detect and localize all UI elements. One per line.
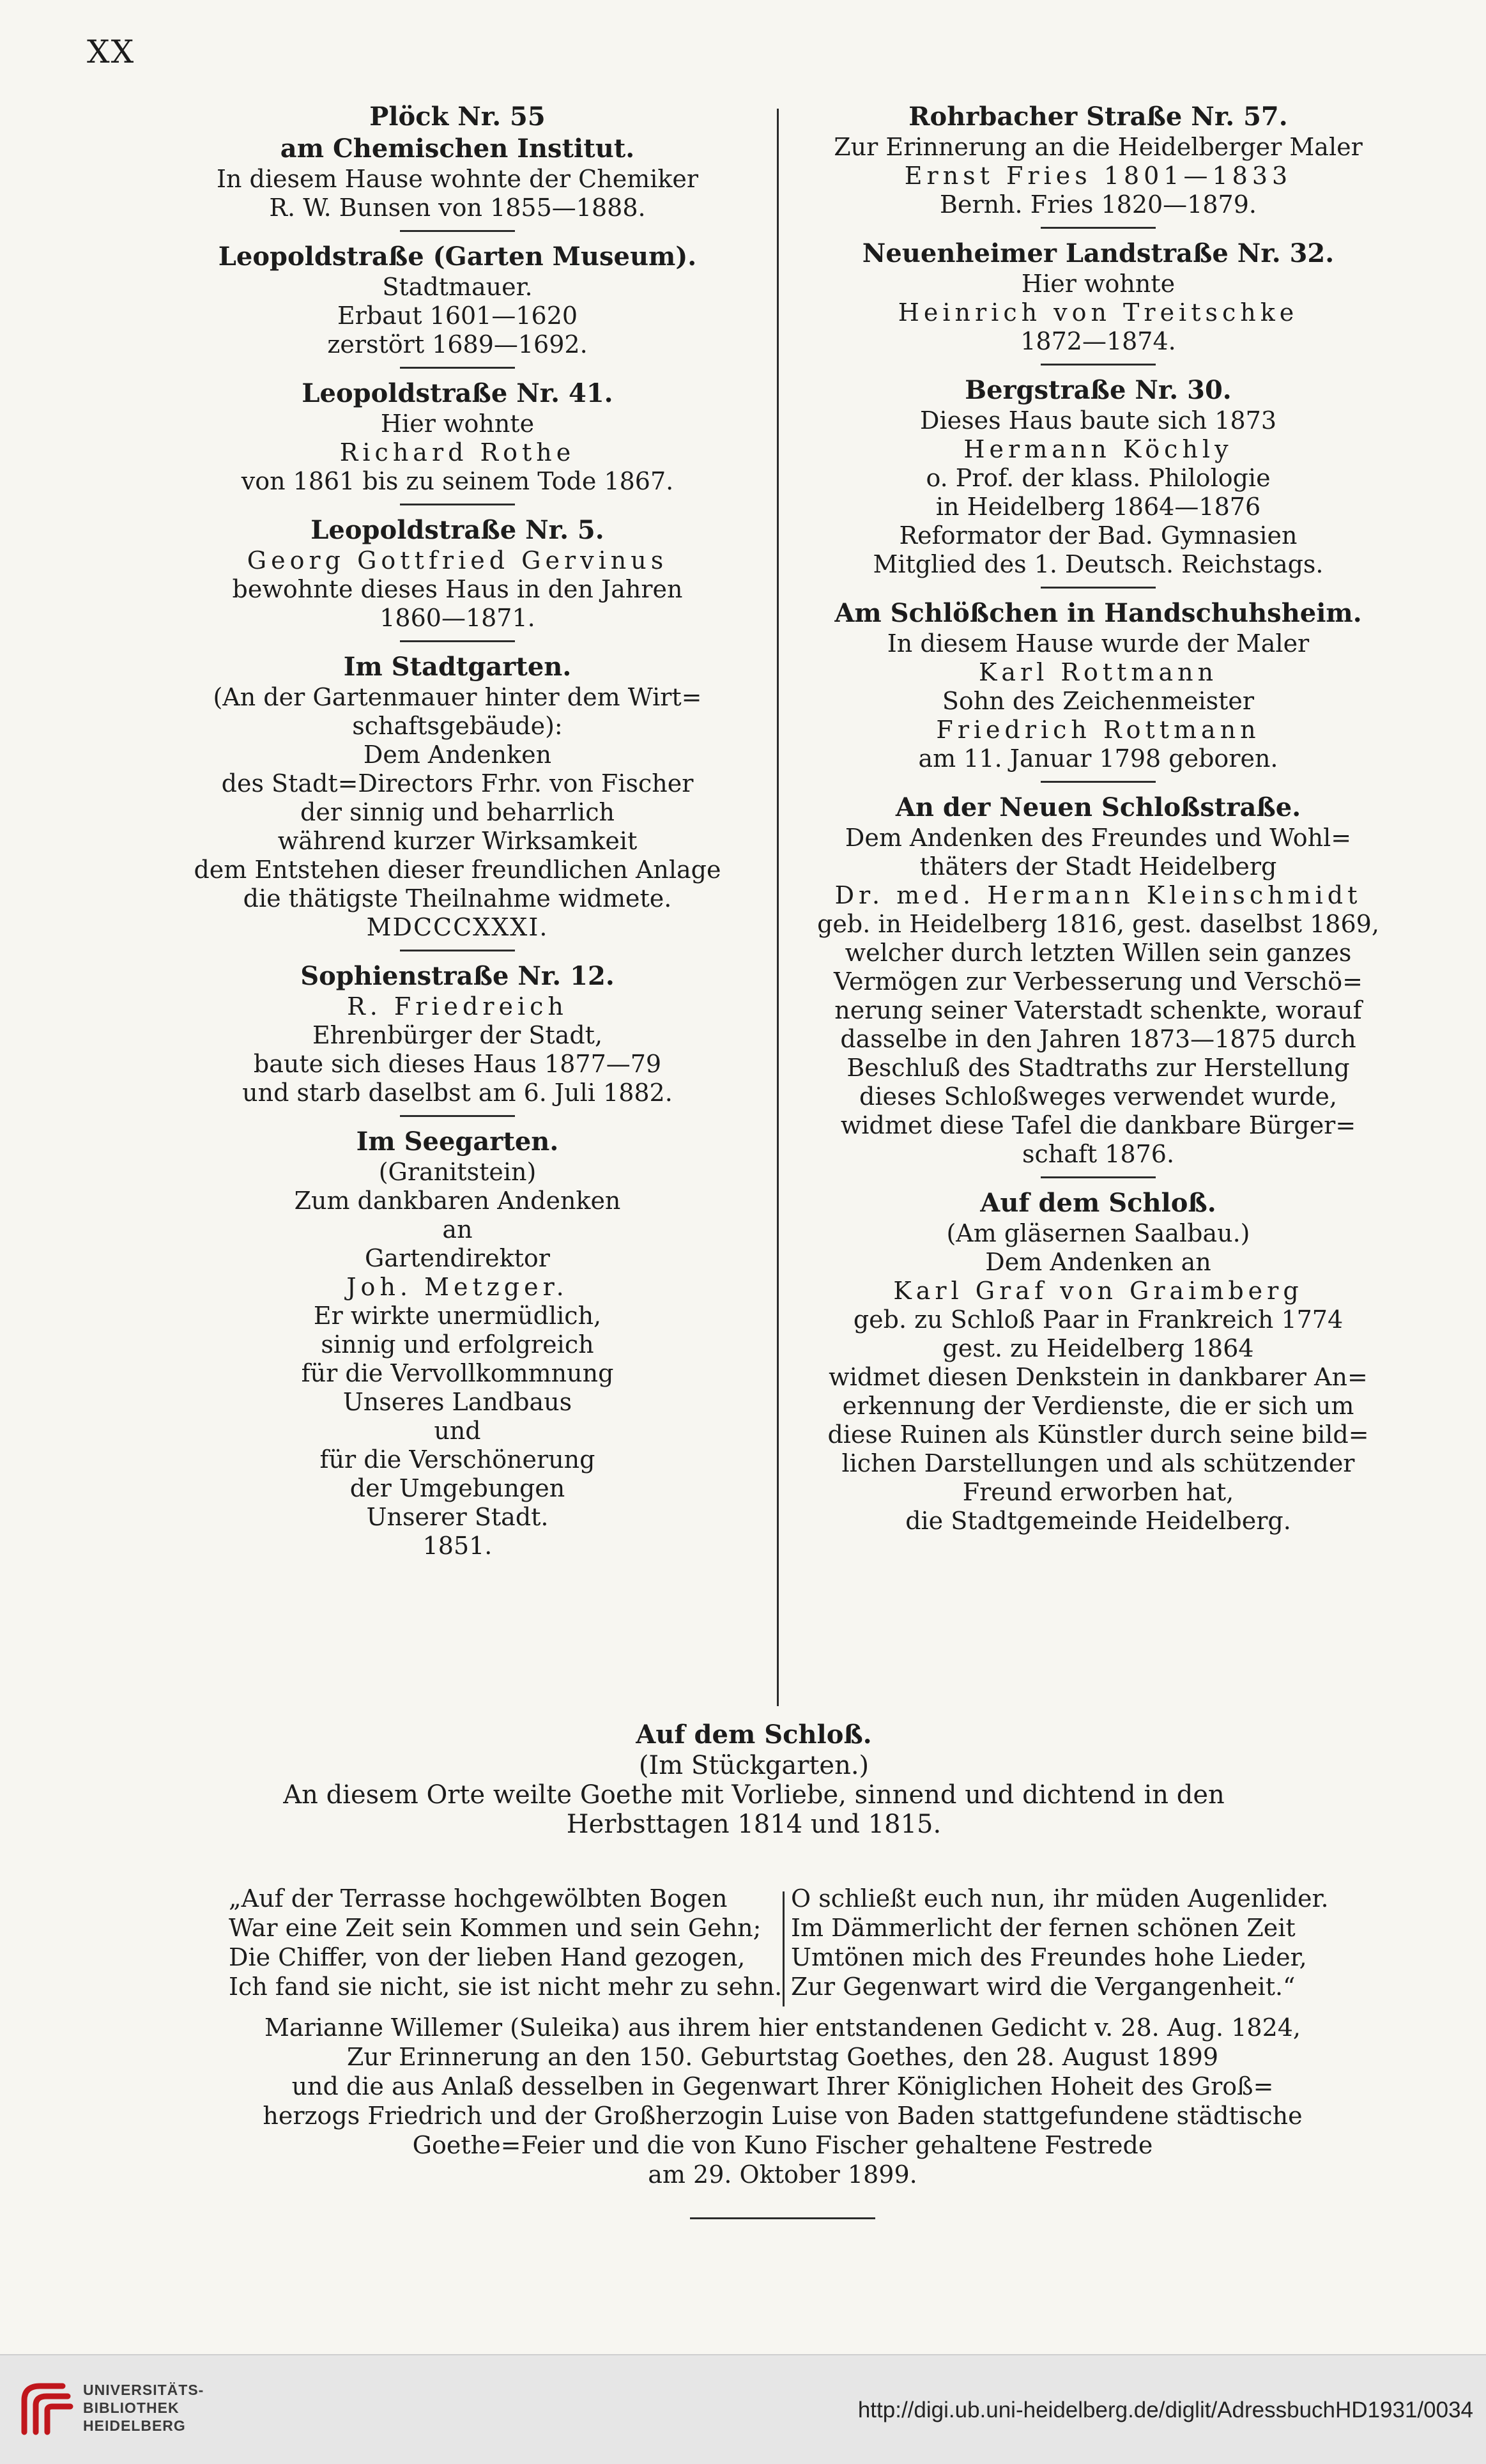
plaque-entry [151, 651, 764, 942]
entry-line: lichen Darstellungen und als schützender [841, 1449, 1355, 1477]
entry-line: bewohnte dieses Haus in den Jahren [232, 575, 683, 603]
entry-line: Dem Andenken [363, 741, 552, 769]
entry-line: Heinrich von Treitschke [898, 298, 1299, 327]
entry-line: dem Entstehen dieser freundlichen Anlage [194, 856, 721, 884]
plaque-entry [795, 238, 1402, 356]
entry-line: Karl Rottmann [978, 658, 1218, 686]
entry-line: (An der Gartenmauer hinter dem Wirt= [213, 683, 702, 711]
entry-line: Er wirkte unermüdlich, [313, 1302, 602, 1330]
entry-line: In diesem Hause wurde der Maler [887, 629, 1310, 658]
poem-right-stanza [791, 1884, 1334, 2001]
entry-line: schaftsgebäude): [352, 712, 563, 740]
entry-line: Sohn des Zeichenmeister [942, 687, 1255, 715]
separator-rule [1041, 587, 1156, 589]
poem-line: Umtönen mich des Freundes hohe Lieder, [791, 1943, 1307, 1971]
poem-divider [783, 1891, 785, 2006]
separator-rule [400, 640, 515, 642]
entry-line: der Umgebungen [349, 1474, 565, 1502]
separator-rule [400, 230, 515, 232]
entry-line: während kurzer Wirksamkeit [277, 827, 638, 855]
entry-line: Dem Andenken an [985, 1248, 1211, 1276]
poem-line: „Auf der Terrasse hochgewölbten Bogen [229, 1884, 728, 1913]
entry-line: Unseres Landbaus [342, 1388, 572, 1416]
entry-line: thäters der Stadt Heidelberg [919, 852, 1277, 881]
plaque-entry [795, 792, 1402, 1169]
entry-line: 1860—1871. [379, 604, 535, 632]
plaque-entry [151, 960, 764, 1107]
column-divider [777, 109, 779, 1706]
entry-line: Joh. Metzger. [346, 1273, 569, 1301]
library-name-line: UNIVERSITÄTS- [83, 2382, 204, 2398]
entry-line: Friedrich Rottmann [936, 716, 1260, 744]
end-rule [690, 2217, 875, 2219]
entry-line: der sinnig und beharrlich [300, 798, 615, 826]
entry-heading: Sophienstraße Nr. 12. [300, 961, 615, 991]
entry-line: am 11. Januar 1798 geboren. [918, 744, 1278, 773]
plaque-entry [151, 101, 764, 222]
entry-line: baute sich dieses Haus 1877—79 [253, 1050, 662, 1078]
separator-rule [1041, 227, 1156, 229]
poem-line: Im Dämmerlicht der fernen schönen Zeit [791, 1914, 1296, 1942]
credit-line: Zur Erinnerung an den 150. Geburtstag Goethes, den 28. August 1899 [346, 2043, 1219, 2071]
entry-line: (Granitstein) [378, 1158, 537, 1186]
entry-line: diese Ruinen als Künstler durch seine bild= [827, 1421, 1369, 1449]
entry-line: Zur Erinnerung an die Heidelberger Maler [834, 133, 1363, 161]
poem-line: Zur Gegenwart wird die Vergangenheit.“ [791, 1973, 1296, 2001]
credit-line: am 29. Oktober 1899. [648, 2160, 917, 2189]
entry-line: geb. in Heidelberg 1816, gest. daselbst 1869, [817, 910, 1379, 938]
entry-line: schaft 1876. [1022, 1140, 1175, 1168]
entry-line: In diesem Hause wohnte der Chemiker [216, 165, 699, 193]
entry-line: für die Verschönerung [319, 1445, 595, 1474]
entry-line: Georg Gottfried Gervinus [247, 546, 668, 574]
bottom-heading: Auf dem Schloß. [636, 1720, 872, 1750]
entry-heading: Leopoldstraße Nr. 5. [310, 515, 604, 545]
separator-rule [400, 950, 515, 951]
entry-line: Gartendirektor [365, 1244, 550, 1272]
entry-line: Bernh. Fries 1820—1879. [940, 190, 1257, 219]
plaque-entry [795, 1187, 1402, 1536]
library-name [83, 2381, 204, 2435]
entry-line: widmet diese Tafel die dankbare Bürger= [840, 1111, 1356, 1139]
entry-line: Ehrenbürger der Stadt, [312, 1021, 603, 1049]
plaque-entry [151, 378, 764, 496]
entry-line: die Stadtgemeinde Heidelberg. [905, 1507, 1291, 1535]
entry-line: Dr. med. Hermann Kleinschmidt [834, 881, 1362, 909]
entry-line: o. Prof. der klass. Philologie [926, 464, 1271, 492]
plaque-entry [151, 1126, 764, 1560]
entry-line: von 1861 bis zu seinem Tode 1867. [241, 467, 674, 495]
entry-line: Erbaut 1601—1620 [337, 302, 578, 330]
credit-block [230, 2013, 1335, 2189]
entry-line: R. Friedreich [347, 992, 568, 1020]
plaque-entry [795, 101, 1402, 219]
entry-line: für die Vervollkommnung [301, 1359, 614, 1387]
entry-line: an [442, 1215, 473, 1244]
separator-rule [400, 1115, 515, 1117]
entry-line: Reformator der Bad. Gymnasien [899, 521, 1298, 550]
bottom-subheading: (Im Stückgarten.) [638, 1751, 869, 1780]
plaque-entry [151, 514, 764, 633]
library-logo-icon [11, 2375, 82, 2445]
poem-line: Die Chiffer, von der lieben Hand gezogen, [229, 1943, 746, 1971]
source-url-link[interactable]: http://digi.ub.uni-heidelberg.de/diglit/AdressbuchHD1931/0034 [857, 2398, 1473, 2422]
poem-line: O schließt euch nun, ihr müden Augenlider. [791, 1884, 1329, 1913]
entry-line: Dem Andenken des Freundes und Wohl= [845, 824, 1352, 852]
library-name-line: BIBLIOTHEK [83, 2399, 180, 2416]
entry-line: dieses Schloßweges verwendet wurde, [859, 1082, 1337, 1111]
entry-line: Stadtmauer. [382, 273, 533, 301]
separator-rule [400, 504, 515, 505]
entry-line: Mitglied des 1. Deutsch. Reichstags. [873, 550, 1324, 578]
entry-line: dasselbe in den Jahren 1873—1875 durch [840, 1025, 1356, 1053]
poem-left-stanza [229, 1884, 785, 2001]
separator-rule [400, 367, 515, 369]
entry-line: 1851. [422, 1532, 493, 1560]
entry-heading: Neuenheimer Landstraße Nr. 32. [862, 238, 1335, 268]
entry-line: welcher durch letzten Willen sein ganzes [845, 939, 1352, 967]
entry-heading: Leopoldstraße (Garten Museum). [218, 242, 697, 272]
entry-line: Beschluß des Stadtraths zur Herstellung [846, 1054, 1350, 1082]
entry-line: Dieses Haus baute sich 1873 [919, 406, 1276, 435]
separator-rule [1041, 364, 1156, 366]
entry-heading: Im Stadtgarten. [343, 652, 572, 682]
page-number: XX [87, 33, 135, 70]
credit-line: Marianne Willemer (Suleika) aus ihrem hier entstandenen Gedicht v. 28. Aug. 1824, [264, 2014, 1301, 2042]
entry-line: und [434, 1417, 481, 1445]
entry-line: Vermögen zur Verbesserung und Verschö= [834, 967, 1363, 996]
entry-line: sinnig und erfolgreich [321, 1330, 594, 1359]
left-column [151, 101, 764, 1560]
separator-rule [1041, 1176, 1156, 1178]
bottom-intro-line-2: Herbsttagen 1814 und 1815. [566, 1810, 942, 1839]
entry-line: erkennung der Verdienste, die er sich um [842, 1392, 1354, 1420]
entry-line: zerstört 1689—1692. [327, 330, 588, 358]
entry-line: Hier wohnte [1021, 270, 1176, 298]
entry-line: 1872—1874. [1020, 327, 1176, 355]
plaque-entry [795, 374, 1402, 579]
bottom-section [192, 1719, 1316, 1839]
entry-heading: Auf dem Schloß. [980, 1188, 1216, 1218]
entry-line: Hier wohnte [380, 410, 535, 438]
entry-line: gest. zu Heidelberg 1864 [942, 1334, 1254, 1362]
entry-heading: An der Neuen Schloßstraße. [895, 792, 1301, 822]
entry-line: R. W. Bunsen von 1855—1888. [269, 194, 646, 222]
entry-line: MDCCCXXXI. [366, 913, 549, 941]
bottom-intro-line-1: An diesem Orte weilte Goethe mit Vorliebe, sinnend und dichtend in den [283, 1780, 1225, 1810]
entry-line: nerung seiner Vaterstadt schenkte, worauf [834, 996, 1362, 1024]
credit-line: und die aus Anlaß desselben in Gegenwart Ihrer Königlichen Hoheit des Groß= [291, 2072, 1274, 2100]
credit-line: herzogs Friedrich und der Großherzogin Luise von Baden stattgefundene städtische [263, 2102, 1303, 2130]
poem-block [229, 1884, 1334, 2012]
entry-line: Zum dankbaren Andenken [294, 1187, 621, 1215]
entry-line: Richard Rothe [339, 438, 576, 466]
entry-heading: Am Schlößchen in Handschuhsheim. [834, 598, 1362, 628]
plaque-entry [795, 597, 1402, 773]
footer-bar [0, 2354, 1486, 2464]
entry-heading: Rohrbacher Straße Nr. 57. [908, 102, 1288, 132]
entry-line: (Am gläsernen Saalbau.) [946, 1219, 1250, 1247]
entry-line: widmet diesen Denkstein in dankbarer An= [829, 1363, 1368, 1391]
entry-line: Unserer Stadt. [366, 1503, 549, 1531]
entry-line: Hermann Köchly [963, 435, 1233, 463]
right-column [795, 101, 1402, 1536]
separator-rule [1041, 781, 1156, 783]
poem-line: Ich fand sie nicht, sie ist nicht mehr zu sehn. [229, 1973, 783, 2001]
entry-line: in Heidelberg 1864—1876 [935, 493, 1261, 521]
entry-heading: am Chemischen Institut. [280, 134, 635, 164]
credit-line: Goethe=Feier und die von Kuno Fischer gehaltene Festrede [412, 2131, 1153, 2159]
entry-line: geb. zu Schloß Paar in Frankreich 1774 [853, 1305, 1344, 1334]
entry-line: die thätigste Theilnahme widmete. [243, 884, 672, 912]
entry-line: und starb daselbst am 6. Juli 1882. [242, 1079, 673, 1107]
entry-heading: Leopoldstraße Nr. 41. [302, 378, 613, 408]
poem-line: War eine Zeit sein Kommen und sein Gehn; [229, 1914, 762, 1942]
library-name-line: HEIDELBERG [83, 2417, 186, 2434]
entry-line: des Stadt=Directors Frhr. von Fischer [221, 769, 694, 797]
entry-heading: Bergstraße Nr. 30. [965, 375, 1232, 405]
entry-line: Ernst Fries 1801—1833 [904, 162, 1292, 190]
entry-heading: Im Seegarten. [356, 1127, 559, 1157]
entry-heading: Plöck Nr. 55 [369, 102, 546, 132]
entry-line: Karl Graf von Graimberg [893, 1277, 1303, 1305]
entry-line: Freund erworben hat, [962, 1478, 1234, 1506]
plaque-entry [151, 241, 764, 359]
